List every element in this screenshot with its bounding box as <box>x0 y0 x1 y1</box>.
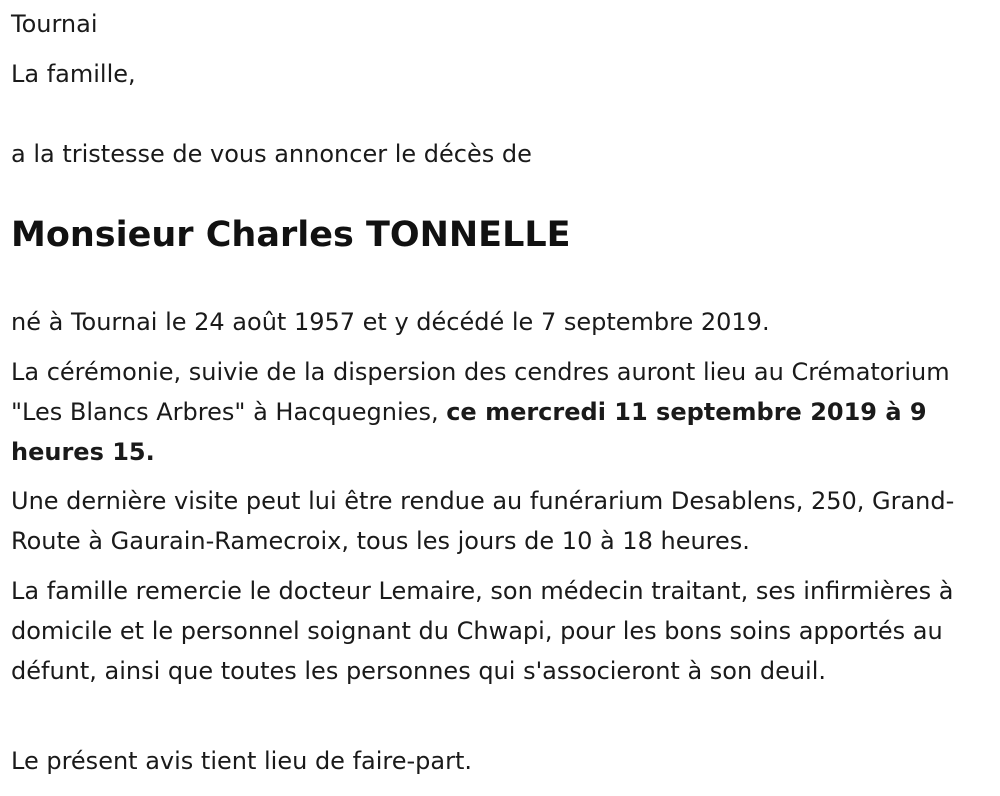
announcement-text: a la tristesse de vous annoncer le décès de <box>11 140 532 168</box>
ceremony-text: La cérémonie, suivie de la dispersion des cendres auront lieu au Crématorium "Les Blancs Arbres" à Hacquegnies, <box>11 358 950 426</box>
closing-line: Le présent avis tient lieu de faire-part. <box>11 747 473 775</box>
family-intro: La famille, <box>11 60 136 88</box>
thanks-paragraph: La famille remercie le docteur Lemaire, son médecin traitant, ses infirmières à domicile et le personnel soignant du Chwapi, pour les bons soins apportés au défunt, ainsi que toutes les personnes qui s'associeront à son deuil. <box>11 577 954 685</box>
location-heading: Tournai <box>11 10 98 38</box>
visit-paragraph: Une dernière visite peut lui être rendue au funérarium Desablens, 250, Grand-Route à Gaurain-Ramecroix, tous les jours de 10 à 18 heures. <box>11 487 955 555</box>
ceremony-date: ce mercredi 11 septembre 2019 à 9 heures 15. <box>11 398 927 466</box>
birth-death-line: né à Tournai le 24 août 1957 et y décédé le 7 septembre 2019. <box>11 308 770 336</box>
ceremony-paragraph <box>11 352 989 472</box>
deceased-name: Monsieur Charles TONNELLE <box>11 215 571 255</box>
